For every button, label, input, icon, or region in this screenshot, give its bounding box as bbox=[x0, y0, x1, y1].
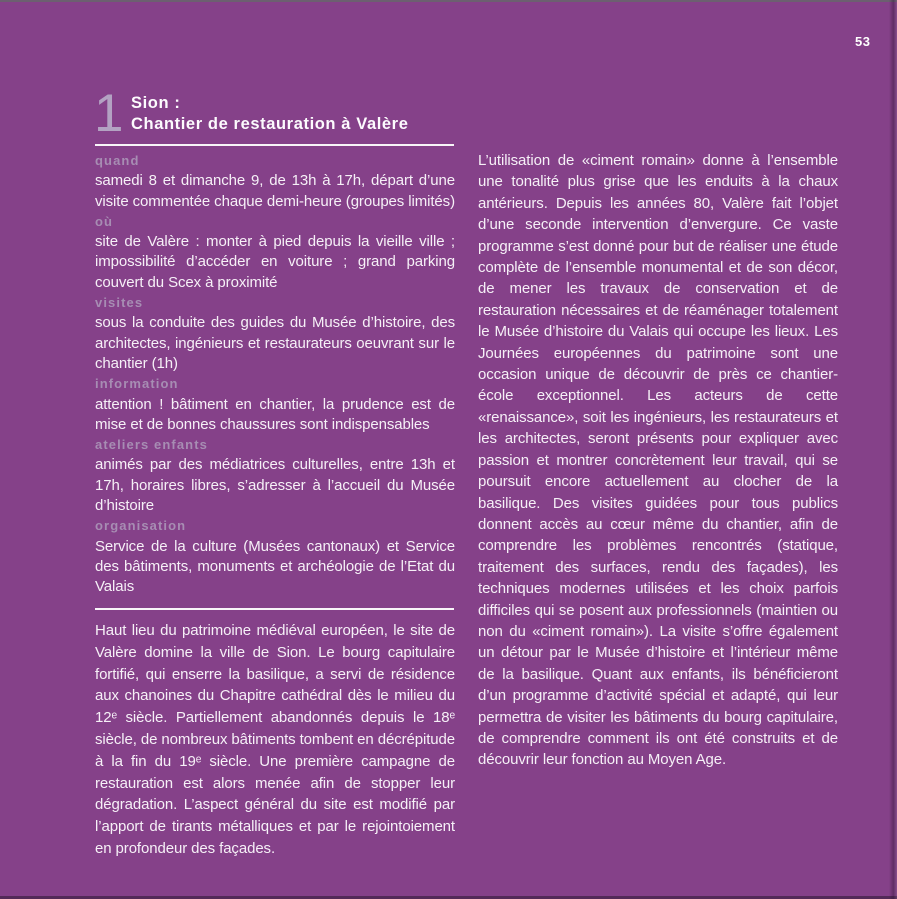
page-edge-right bbox=[889, 0, 897, 899]
article-title-line1: Sion : bbox=[131, 94, 181, 112]
heading-rule bbox=[95, 144, 454, 146]
info-text: Service de la culture (Musées cantonaux) et Service des bâtiments, monuments et archéologie de l’Etat du Valais bbox=[95, 537, 455, 596]
info-section-quand bbox=[95, 151, 455, 212]
info-text: sous la conduite des guides du Musée d’histoire, des architectes, ingénieurs et restaurateurs oeuvrant sur le chantier (1h) bbox=[95, 314, 455, 372]
article-title-line2: Chantier de restauration à Valère bbox=[131, 114, 409, 133]
info-section-information bbox=[95, 374, 455, 435]
info-label: quand bbox=[95, 153, 140, 168]
info-section-visites bbox=[95, 293, 455, 374]
page-number: 53 bbox=[855, 34, 871, 49]
page-edge-top bbox=[0, 0, 897, 2]
info-section-ateliers-enfants bbox=[95, 435, 455, 516]
info-label: organisation bbox=[95, 518, 187, 534]
info-label: où bbox=[95, 213, 114, 229]
description-paragraph: L’utilisation de «ciment romain» donne à l’ensemble une tonalité plus grise que les enduits à la chaux antérieurs. Depuis les années 80, Valère fait l’objet d’une seconde intervention d’envergure. Ce vaste programme s’est donné pour but de réaliser une étude complète de l’ensemble monumental et de son décor, de mener les travaux de conservation et de restauration nécessaires et de réaménager totalement le Musée d’histoire du Valais qui occupe les lieux. Les Journées européennes du patrimoine sont une occasion unique de découvrir de près ce chantier-école exceptionnel. Les acteurs de cette «renaissance», soit les ingénieurs, les restaurateurs et les architectes, seront présents pour expliquer avec passion et montrer concrètement leur travail, qui se poursuit encore actuellement au clocher de la basilique. Des visites guidées pour tous publics donnent accès au cœur même du chantier, afin de comprendre les problèmes rencontrés (statique, traitement des surfaces, rendu des façades), les techniques modernes utilisées et les choix parfois difficiles qui se posent aux professionnels (maintien ou non du «ciment romain»). La visite s’offre également un détour par le Musée d’histoire et l’intérieur même de la basilique. Quant aux enfants, ils bénéficieront d’un programme d’activité spécial et adapté, qui leur permettra de visiter les bâtiments du bourg capitulaire, de comprendre comment ils ont été construits et de découvrir leur fonction au Moyen Age. bbox=[478, 152, 838, 769]
info-text: animés par des médiatrices culturelles, entre 13h et 17h, horaires libres, s’adresser à l’accueil du Musée d’histoire bbox=[95, 456, 455, 515]
divider-rule bbox=[95, 608, 454, 610]
intro-paragraph: Haut lieu du patrimoine médiéval européen, le site de Valère domine la ville de Sion. Le bourg capitulaire fortifié, qui enserre la basilique, a servi de résidence aux chanoines du Chapitre cathédral dès le milieu du 12ᵉ siècle. Partiellement abandonnés depuis le 18ᵉ siècle, de nombreux bâtiments tombent en décrépitude à la fin du 19ᵉ siècle. Une première campagne de restauration est alors menée afin de stopper leur dégradation. L’aspect général du site est modifié par l’apport de tirants métalliques et par le rejointoiement en profondeur des façades. bbox=[95, 622, 456, 857]
info-label: ateliers enfants bbox=[95, 437, 208, 453]
info-text: attention ! bâtiment en chantier, la prudence est de mise et de bonnes chaussures sont indispensables bbox=[95, 395, 455, 433]
info-text: samedi 8 et dimanche 9, de 13h à 17h, départ d’une visite commentée chaque demi-heure (groupes limités) bbox=[95, 172, 455, 210]
article-index-number: 1 bbox=[94, 84, 124, 143]
info-text: site de Valère : monter à pied depuis la vieille ville ; impossibilité d’accéder en voiture ; grand parking couvert du Scex à proximité bbox=[95, 233, 455, 291]
info-section-ou bbox=[95, 212, 455, 293]
info-label: information bbox=[95, 376, 179, 392]
info-label: visites bbox=[95, 295, 144, 311]
article-title bbox=[131, 90, 408, 138]
practical-info-block bbox=[95, 151, 455, 598]
article-heading bbox=[94, 84, 456, 143]
info-section-organisation bbox=[95, 516, 455, 597]
